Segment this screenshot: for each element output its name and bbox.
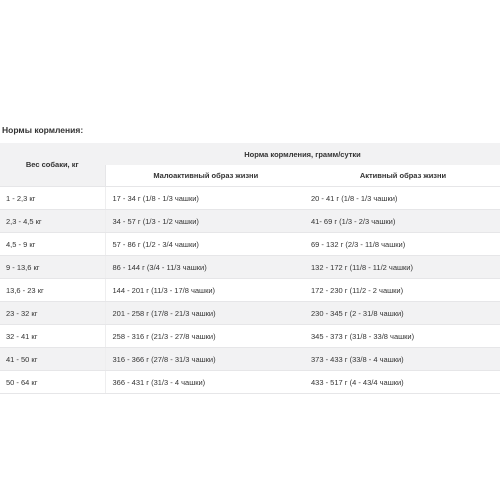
cell-weight: 4,5 - 9 кг [0, 233, 105, 256]
cell-weight: 32 - 41 кг [0, 325, 105, 348]
table-row [0, 302, 500, 325]
cell-weight: 2,3 - 4,5 кг [0, 210, 105, 233]
table-row [0, 279, 500, 302]
table-row [0, 348, 500, 371]
cell-weight: 13,6 - 23 кг [0, 279, 105, 302]
feeding-table [0, 143, 500, 394]
table-row [0, 210, 500, 233]
cell-low-activity: 86 - 144 г (3/4 - 11/3 чашки) [105, 256, 306, 279]
table-row [0, 233, 500, 256]
column-header-weight: Вес собаки, кг [0, 143, 105, 187]
cell-weight: 23 - 32 кг [0, 302, 105, 325]
section-heading: Нормы кормления: [2, 125, 84, 135]
table-row [0, 325, 500, 348]
table-header-row [0, 143, 500, 165]
cell-high-activity: 69 - 132 г (2/3 - 11/8 чашки) [306, 233, 500, 256]
table-row [0, 371, 500, 394]
column-header-high-activity: Активный образ жизни [306, 165, 500, 187]
cell-high-activity: 433 - 517 г (4 - 43/4 чашки) [306, 371, 500, 394]
column-header-norm: Норма кормления, грамм/сутки [105, 143, 500, 165]
cell-low-activity: 316 - 366 г (27/8 - 31/3 чашки) [105, 348, 306, 371]
cell-high-activity: 345 - 373 г (31/8 - 33/8 чашки) [306, 325, 500, 348]
cell-high-activity: 132 - 172 г (11/8 - 11/2 чашки) [306, 256, 500, 279]
table-row [0, 187, 500, 210]
cell-low-activity: 57 - 86 г (1/2 - 3/4 чашки) [105, 233, 306, 256]
cell-high-activity: 230 - 345 г (2 - 31/8 чашки) [306, 302, 500, 325]
cell-high-activity: 172 - 230 г (11/2 - 2 чашки) [306, 279, 500, 302]
cell-low-activity: 144 - 201 г (11/3 - 17/8 чашки) [105, 279, 306, 302]
cell-weight: 1 - 2,3 кг [0, 187, 105, 210]
column-header-low-activity: Малоактивный образ жизни [105, 165, 306, 187]
cell-weight: 9 - 13,6 кг [0, 256, 105, 279]
cell-high-activity: 41- 69 г (1/3 - 2/3 чашки) [306, 210, 500, 233]
cell-low-activity: 366 - 431 г (31/3 - 4 чашки) [105, 371, 306, 394]
cell-weight: 41 - 50 кг [0, 348, 105, 371]
cell-low-activity: 201 - 258 г (17/8 - 21/3 чашки) [105, 302, 306, 325]
table-row [0, 256, 500, 279]
cell-low-activity: 34 - 57 г (1/3 - 1/2 чашки) [105, 210, 306, 233]
cell-low-activity: 258 - 316 г (21/3 - 27/8 чашки) [105, 325, 306, 348]
cell-high-activity: 20 - 41 г (1/8 - 1/3 чашки) [306, 187, 500, 210]
cell-low-activity: 17 - 34 г (1/8 - 1/3 чашки) [105, 187, 306, 210]
cell-weight: 50 - 64 кг [0, 371, 105, 394]
cell-high-activity: 373 - 433 г (33/8 - 4 чашки) [306, 348, 500, 371]
